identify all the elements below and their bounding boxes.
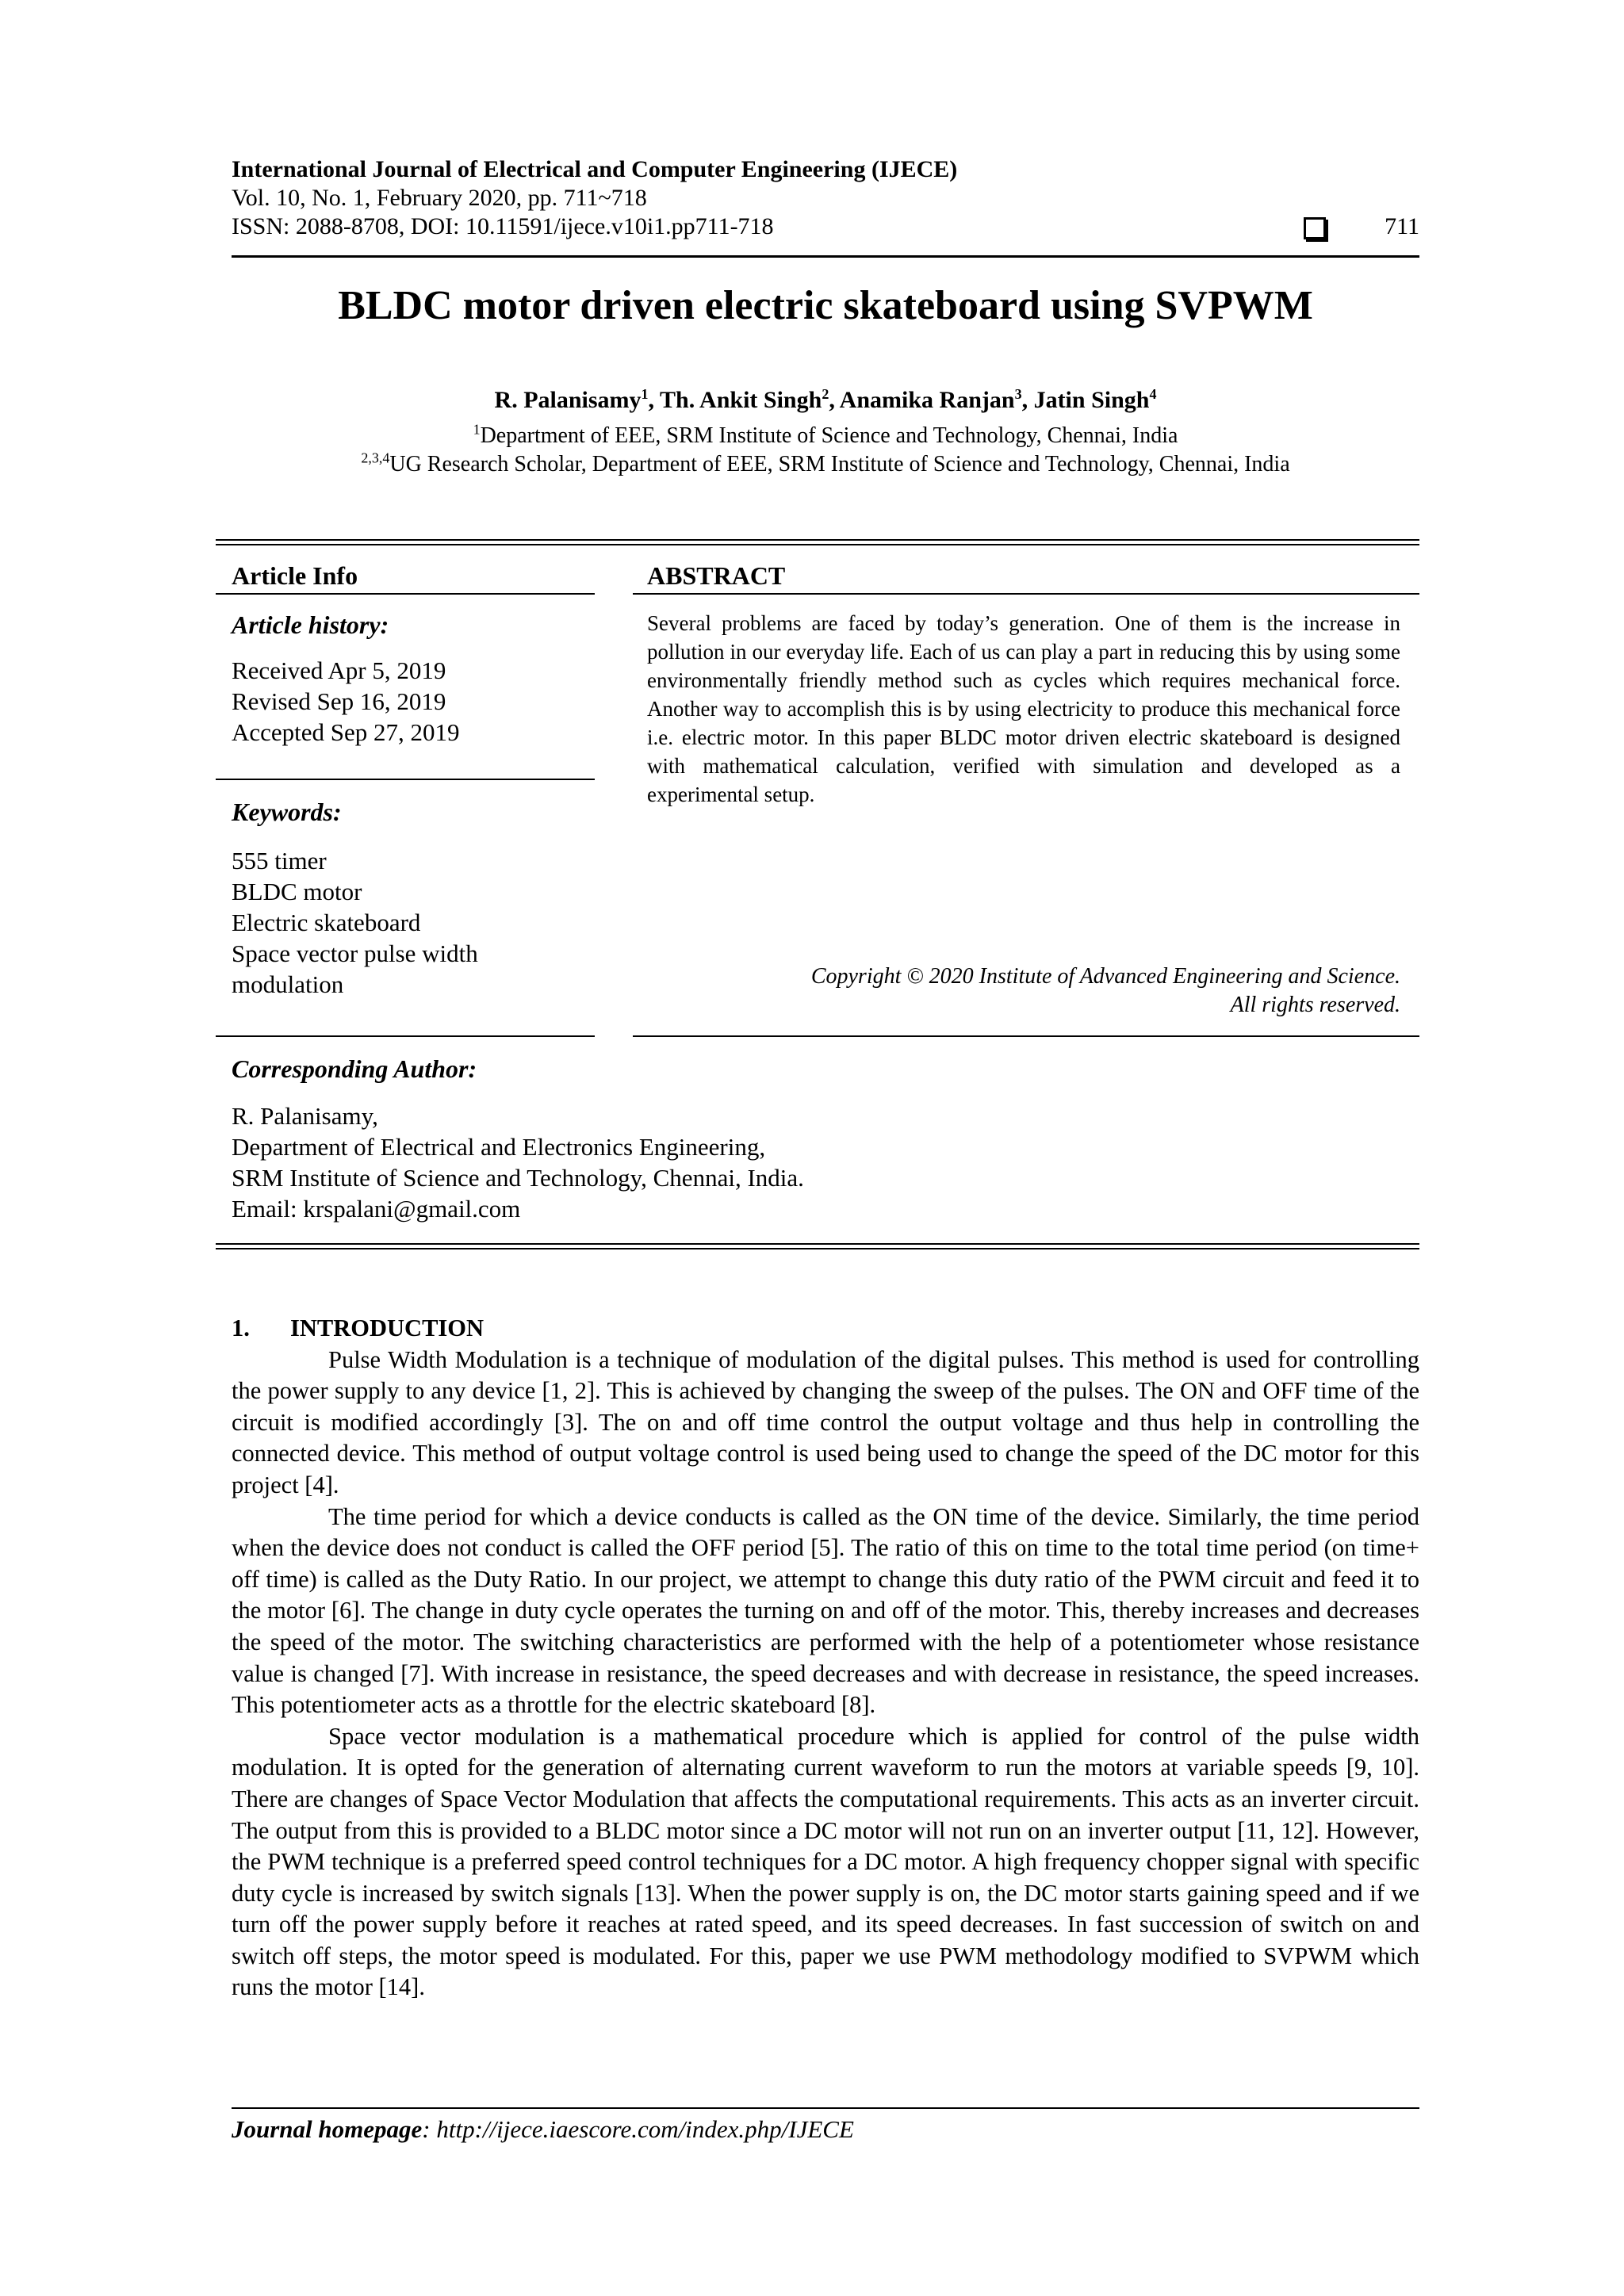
- affiliation-1: [232, 422, 1419, 450]
- article-info-title: Article Info: [232, 561, 358, 590]
- journal-issn-doi: ISSN: 2088-8708, DOI: 10.11591/ijece.v10i1.pp711-718: [232, 213, 774, 239]
- info-top-rule: [216, 539, 1419, 545]
- author-list: R. Palanisamy$^1$, Th. Ankit Singh$^2$, Anamika Ranjan$^3$, Jatin Singh$^4$: [494, 386, 1157, 413]
- author-name: Jatin Singh: [1033, 387, 1150, 413]
- accepted-date: Accepted Sep 27, 2019: [232, 718, 460, 746]
- body-paragraph: Pulse Width Modulation is a technique of modulation of the digital pulses. This method is used for controlling the power supply to any device [1, 2]. This is achieved by changing the sweep of the pulses. The ON and OFF time of the circuit is modified accordingly [3]. The on and off time control the output voltage and thus help in controlling the connected device. This method of output voltage control is used being used to change the speed of the DC motor for this project [4].: [232, 1345, 1419, 1498]
- body-paragraph: Space vector modulation is a mathematical procedure which is applied for control of the pulse width modulation. It is opted for the generation of alternating current waveform to run the motors at variable speeds [9, 10]. There are changes of Space Vector Modulation that affects the computational requirements. This acts as an inverter circuit. The output from this is provided to a BLDC motor since a DC motor will not run on an inverter output [11, 12]. However, the PWM technique is a preferred speed control techniques for a DC motor. A high frequency chopper signal with specific duty cycle is increased by switch signals [13]. When the power supply is on, the DC motor starts gaining speed and if we turn off the power supply before it reaches at rated speed, and its speed decreases. In fast succession of switch on and switch off steps, the motor speed is modulated. For this, paper we use PWM methodology modified to SVPWM which runs the motor [14].: [232, 1722, 1419, 2001]
- corresponding-line: R. Palanisamy,: [232, 1102, 378, 1130]
- section-number: 1.: [232, 1314, 250, 1341]
- keyword-item: modulation: [232, 970, 344, 998]
- journal-homepage: [232, 2114, 854, 2145]
- affiliation-text: Department of EEE, SRM Institute of Science and Technology, Chennai, India: [480, 423, 1178, 448]
- affiliation-sup: 2,3,4: [361, 450, 390, 466]
- article-info-heading: [232, 560, 596, 591]
- keyword-item: BLDC motor: [232, 878, 362, 905]
- author-name: R. Palanisamy: [494, 387, 642, 413]
- corresponding-line: SRM Institute of Science and Technology, Chennai, India.: [232, 1164, 804, 1192]
- author-sup: 1: [641, 386, 649, 402]
- author-name: Anamika Ranjan: [839, 387, 1015, 413]
- corresponding-heading: Corresponding Author:: [232, 1054, 477, 1083]
- info-bottom-rule: [216, 1243, 1419, 1249]
- history-heading: Article history:: [232, 610, 389, 639]
- keywords-rule: [216, 779, 595, 780]
- section-heading: [232, 1313, 1419, 1345]
- keyword-item: Electric skateboard: [232, 909, 421, 936]
- keyword-item: Space vector pulse width: [232, 939, 478, 967]
- footer-label: Journal homepage: [232, 2115, 423, 2143]
- author-name: Th. Ankit Singh: [660, 387, 822, 413]
- journal-header: [232, 155, 1419, 244]
- journal-title: International Journal of Electrical and Computer Engineering (IJECE): [232, 156, 958, 182]
- author-sup: 4: [1149, 386, 1157, 402]
- body-paragraph: The time period for which a device conducts is called as the ON time of the device. Similarly, the time period when the device does not conduct is called the OFF period [5]. The ratio of this on time to the total time period (on time+ off time) is called as the Duty Ratio. In our project, we attempt to change this duty ratio of the PWM circuit and feed it to the motor [6]. The change in duty cycle operates the turning on and off of the motor. This, thereby increases and decreases the speed of the motor. The switching characteristics are performed with the help of a potentiometer whose resistance value is changed [7]. With increase in resistance, the speed decreases and with decrease in resistance, the speed increases. This potentiometer acts as a throttle for the electric skateboard [8].: [232, 1502, 1419, 1719]
- affiliation-sup: 1: [473, 421, 481, 438]
- keyword-item: 555 timer: [232, 847, 327, 874]
- corresponding-rule-left: [216, 1035, 595, 1037]
- received-date: Received Apr 5, 2019: [232, 656, 446, 684]
- abstract-heading: [647, 560, 1400, 591]
- article-info-rule: [216, 593, 595, 595]
- page-number: 711: [1385, 213, 1419, 239]
- author-sup: 2: [822, 386, 829, 402]
- paper-title: BLDC motor driven electric skateboard using SVPWM: [338, 283, 1313, 328]
- corresponding-line: Department of Electrical and Electronics Engineering,: [232, 1133, 766, 1161]
- author-sup: 3: [1014, 386, 1022, 402]
- affiliation-2: [232, 450, 1419, 479]
- introduction-section: [232, 1313, 1419, 2003]
- corresponding-email: Email: krspalani@gmail.com: [232, 1195, 521, 1223]
- section-title: INTRODUCTION: [290, 1314, 485, 1341]
- abstract-text: Several problems are faced by today’s generation. One of them is the increase in pollution in our everyday life. Each of us can play a part in reducing this by using some environmentally friendly method such as cycles which requires mechanical force. Another way to accomplish this is by using electricity to produce this mechanical force i.e. electric motor. In this paper BLDC motor driven electric skateboard is designed with mathematical calculation, verified with simulation and developed as a experimental setup.: [647, 611, 1400, 806]
- affiliation-text: UG Research Scholar, Department of EEE, SRM Institute of Science and Technology, Chennai, India: [389, 452, 1290, 476]
- article-history: [232, 609, 596, 748]
- corresponding-author: [232, 1053, 1104, 1224]
- copyright-line-2: All rights reserved.: [1230, 993, 1400, 1017]
- footer-rule: [232, 2107, 1419, 2109]
- keywords-block: [232, 796, 596, 1000]
- checkbox-square-icon: [1304, 217, 1326, 239]
- corresponding-rule-right: [633, 1035, 1419, 1037]
- header-rule: [232, 255, 1419, 258]
- abstract-rule: [633, 593, 1419, 595]
- keywords-heading: Keywords:: [232, 798, 342, 826]
- abstract-title: ABSTRACT: [647, 561, 786, 590]
- journal-volume: Vol. 10, No. 1, February 2020, pp. 711~718: [232, 185, 647, 211]
- copyright-line-1: Copyright © 2020 Institute of Advanced Engineering and Science.: [810, 964, 1400, 989]
- footer-url: : http://ijece.iaescore.com/index.php/IJECE: [422, 2115, 854, 2143]
- revised-date: Revised Sep 16, 2019: [232, 687, 446, 715]
